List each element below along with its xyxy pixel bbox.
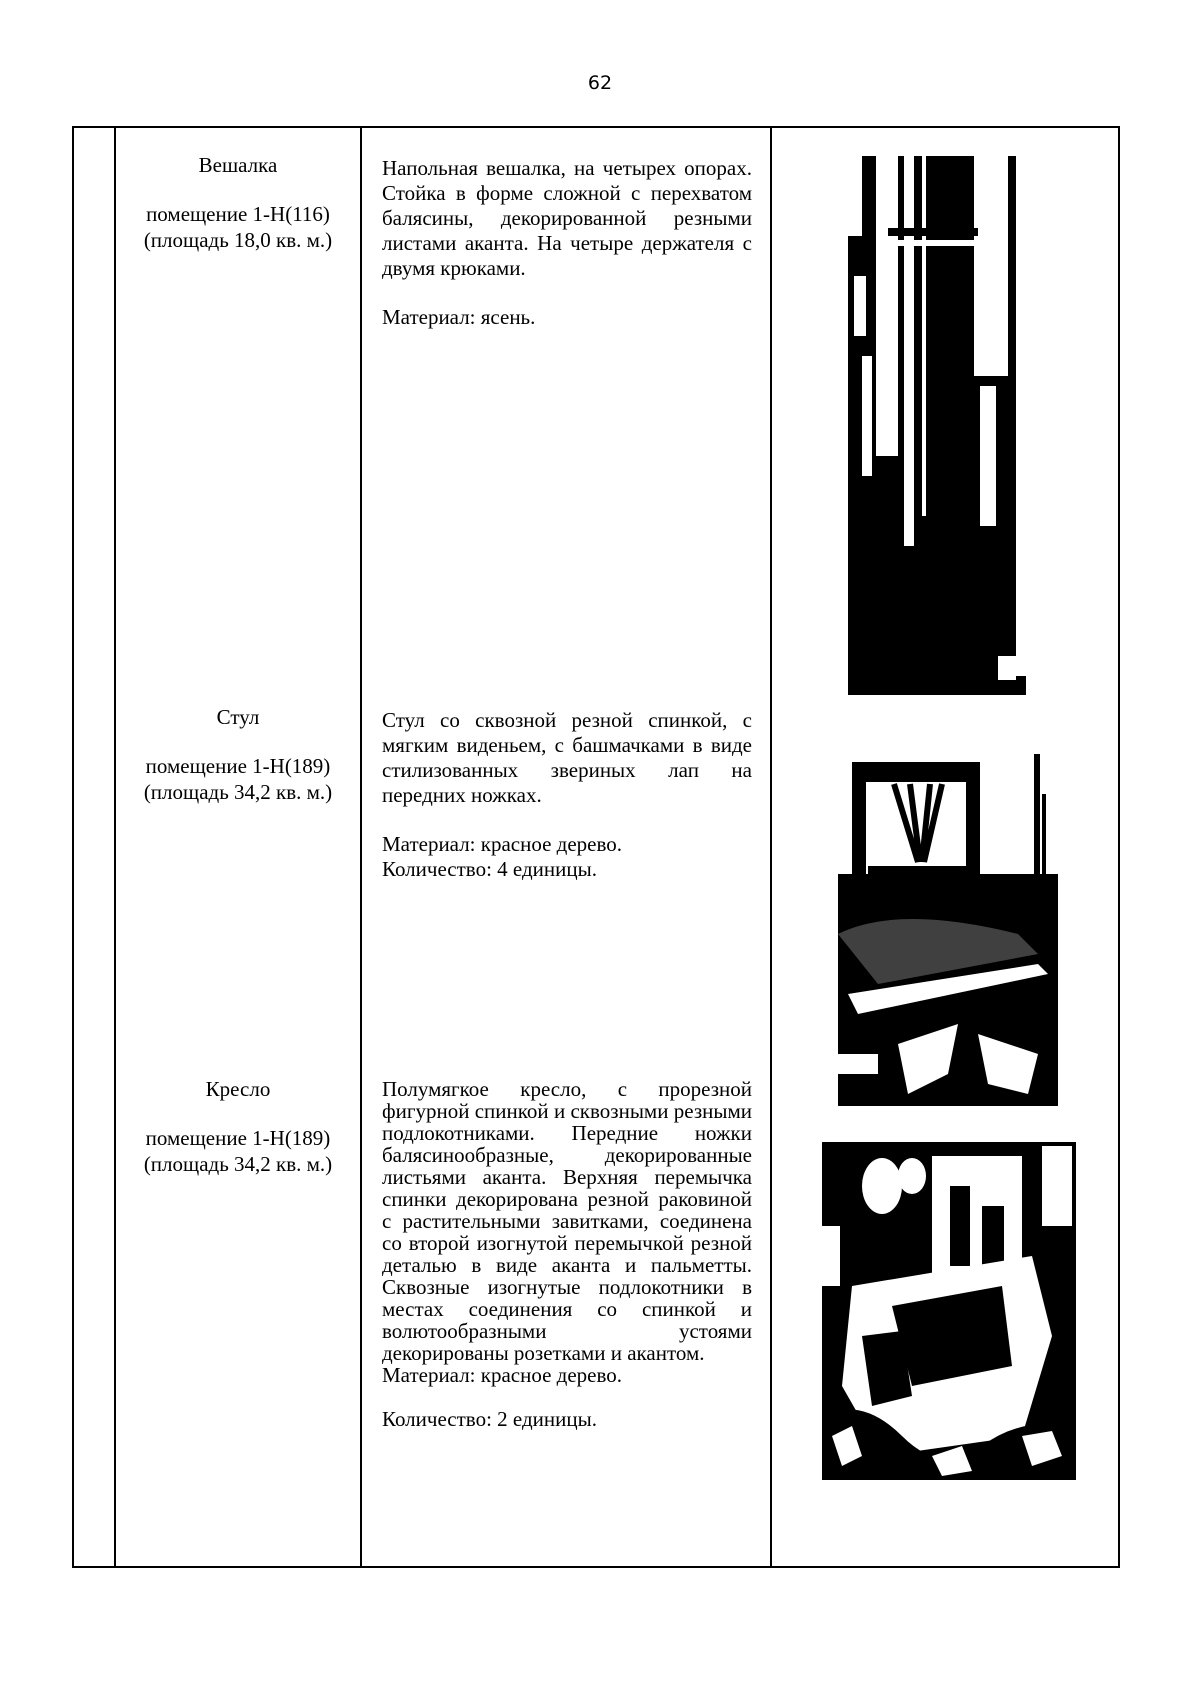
item-name-cell [118,704,358,805]
column-divider [360,128,362,1566]
item-name-cell [118,1076,358,1177]
item-description: Стул со сквозной резной спинкой, с мягким виденьем, с башмачками в виде стилизованных звериных лап на передних ножках. [382,708,752,807]
item-description: Напольная вешалка, на четырех опорах. Стойка в форме сложной с перехватом балясины, декорированной резными листами аканта. На четыре держателя с двумя крюками. [382,156,752,280]
coat-rack-photo [848,156,1026,695]
inventory-table [72,126,1120,1568]
item-quantity: Количество: 2 единицы. [382,1407,597,1431]
item-area: (площадь 18,0 кв. м.) [143,228,333,252]
page-number: 62 [587,72,613,94]
item-title: Кресло [205,1077,271,1101]
item-area: (площадь 34,2 кв. м.) [143,780,333,804]
item-material: Материал: ясень. [382,305,536,329]
column-divider [114,128,116,1566]
item-name-cell [118,152,358,253]
item-description-cell [382,156,752,330]
item-material: Материал: красное дерево. [382,1363,623,1387]
column-divider [770,128,772,1566]
item-title: Стул [216,705,260,729]
item-room: помещение 1-Н(189) [145,754,331,778]
item-title: Вешалка [198,153,278,177]
item-room: помещение 1-Н(189) [145,1126,331,1150]
item-area: (площадь 34,2 кв. м.) [143,1152,333,1176]
armchair-photo [822,1136,1076,1480]
item-description-cell [382,708,752,882]
chair-photo [838,754,1058,1106]
item-quantity: Количество: 4 единицы. [382,857,597,881]
item-description-cell [382,1078,752,1430]
item-description: Полумягкое кресло, с прорезной фигурной спинкой и сквозными резными подлокотниками. Передние ножки балясинообразные, декорированные листьями аканта. Верхняя перемычка спинки декорирована резной раковиной с растительными завитками, соединена со второй изогнутой перемычкой резной деталью в виде аканта и пальметты. Сквозные изогнутые подлокотники в местах соединения со спинкой и волютообразными устоями декорированы розетками и акантом. [382,1077,752,1365]
item-material: Материал: красное дерево. [382,832,623,856]
item-room: помещение 1-Н(116) [146,202,330,226]
